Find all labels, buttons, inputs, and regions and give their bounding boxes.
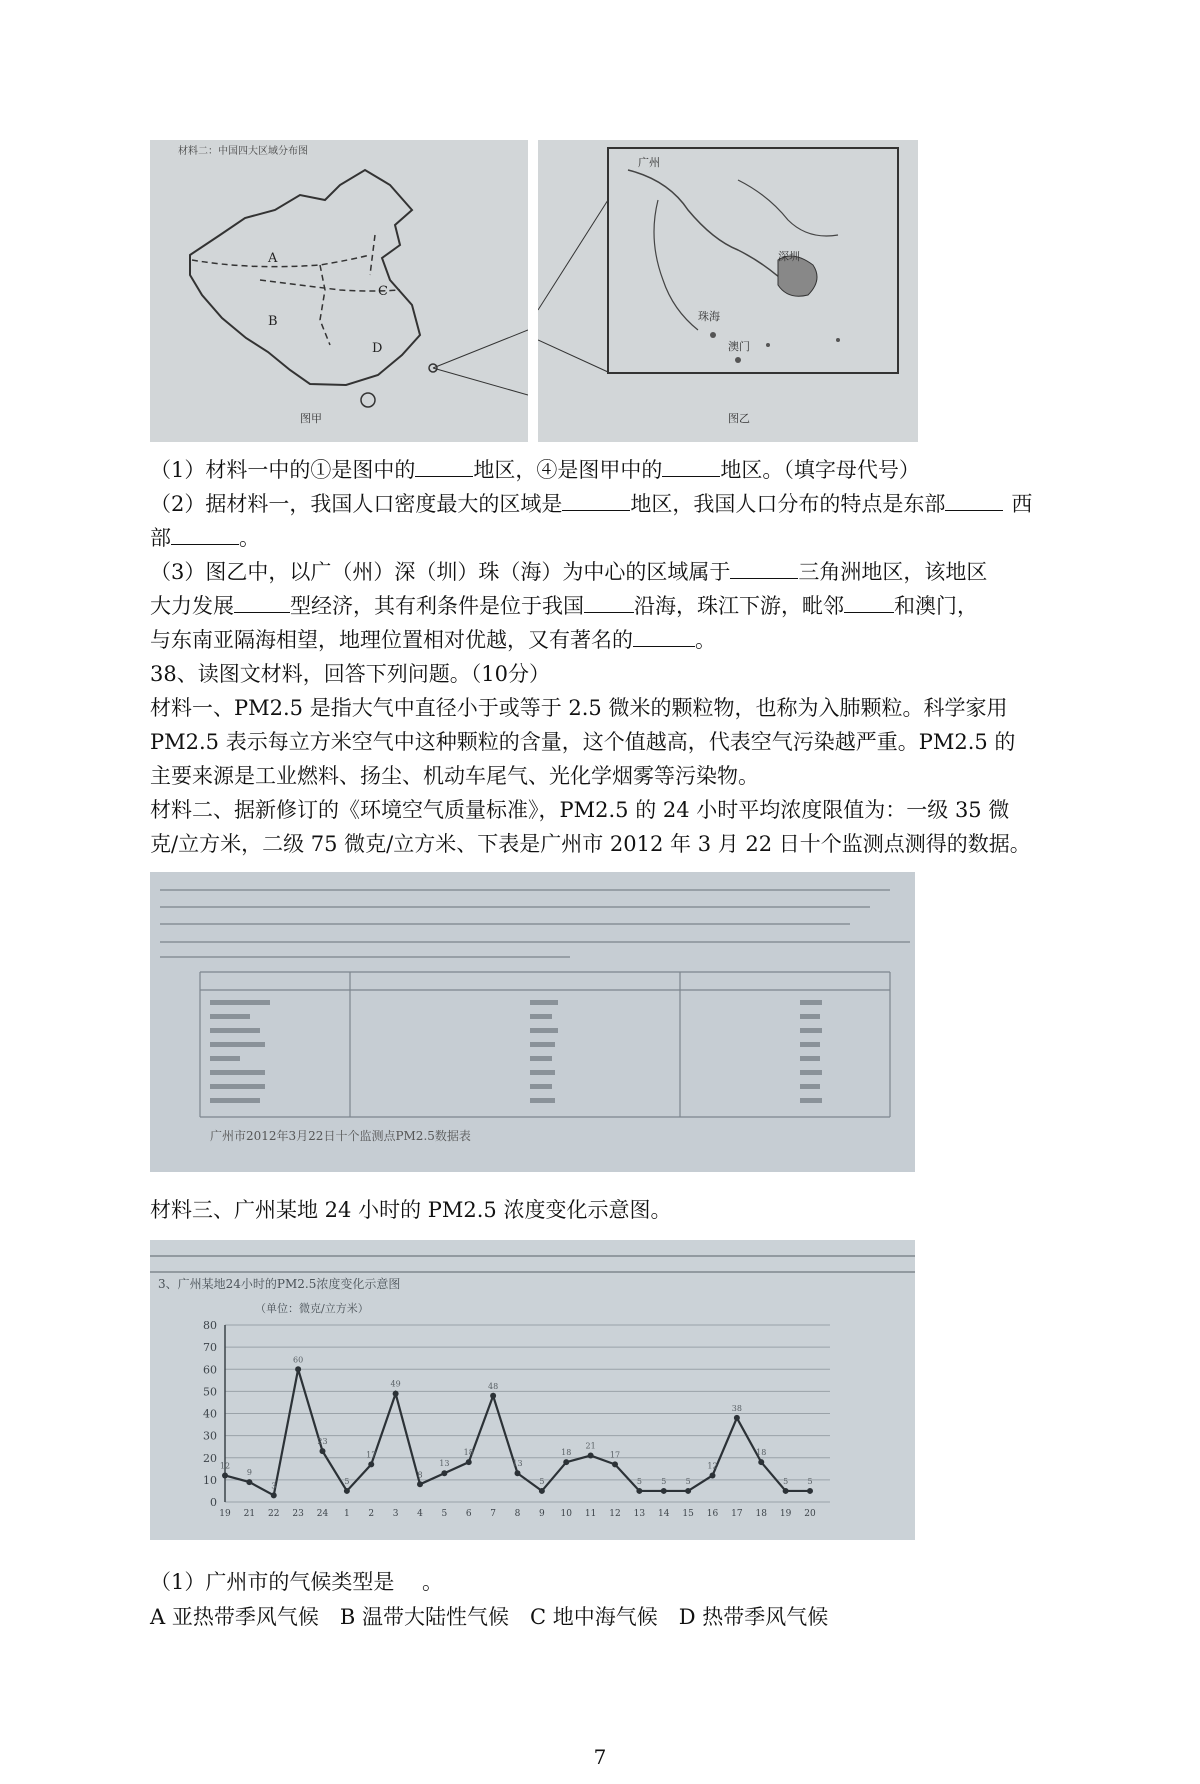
data-label: 18 [756,1448,767,1458]
china-regions-map [150,140,528,442]
data-label: 3 [271,1481,277,1491]
data-label: 17 [366,1450,377,1460]
data-label: 12 [219,1461,231,1471]
data-point [295,1366,301,1372]
data-point [588,1453,594,1459]
data-point [320,1448,326,1454]
data-label: 5 [539,1476,545,1486]
region-label-c: C [378,284,388,299]
x-tick-label: 4 [417,1509,423,1519]
x-tick-label: 9 [539,1509,545,1519]
x-tick-label: 7 [490,1509,496,1519]
material2-line1: 材料二、据新修订的《环境空气质量标准》，PM2.5 的 24 小时平均浓度限值为：一级 35 微 [150,798,1010,822]
data-point [734,1415,740,1421]
data-point [393,1391,399,1397]
data-label: 48 [488,1381,499,1391]
place-label-macau: 澳门 [728,340,750,353]
data-point [807,1488,813,1494]
q37-2-line2: 部 。 [150,526,260,550]
y-tick-label: 20 [203,1451,217,1465]
page-number: 7 [593,1745,607,1769]
y-tick-label: 40 [203,1407,217,1421]
data-point [710,1472,716,1478]
data-point [466,1459,472,1465]
x-tick-label: 20 [804,1509,816,1519]
data-point [783,1488,789,1494]
data-point [271,1492,277,1498]
x-tick-label: 24 [316,1509,329,1519]
y-tick-label: 30 [203,1429,217,1443]
q38-1-options: A 亚热带季风气候 B 温带大陆性气候 C 地中海气候 D 热带季风气候 [150,1605,829,1629]
data-label: 60 [293,1355,304,1365]
x-tick-label: 12 [609,1509,621,1519]
map-jia-caption: 图甲 [300,412,322,425]
data-label: 23 [317,1437,328,1447]
data-label: 5 [807,1476,813,1486]
place-label-shenzhen: 深圳 [778,250,800,263]
data-label: 9 [246,1468,252,1478]
y-tick-label: 60 [203,1363,217,1377]
data-label: 12 [707,1461,718,1471]
data-label: 21 [585,1441,596,1451]
data-label: 5 [661,1476,667,1486]
data-point [490,1393,496,1399]
data-point [222,1472,228,1478]
place-label-guangzhou: 广州 [638,156,660,169]
data-point [563,1459,569,1465]
x-tick-label: 16 [706,1509,719,1519]
data-point [661,1488,667,1494]
material1-line3: 主要来源是工业燃料、扬尘、机动车尾气、光化学烟雾等污染物。 [150,764,759,788]
data-label: 5 [344,1476,350,1486]
chart-header: 3、广州某地24小时的PM2.5浓度变化示意图 [158,1277,401,1291]
x-tick-label: 11 [584,1509,597,1519]
region-label-b: B [268,314,278,329]
map-jia-header: 材料二：中国四大区域分布图 [178,146,308,157]
x-tick-label: 19 [779,1509,792,1519]
q37-3-line3: 与东南亚隔海相望，地理位置相对优越，又有著名的 。 [150,628,716,652]
x-tick-label: 15 [682,1509,694,1519]
x-tick-label: 22 [268,1509,280,1519]
material3: 材料三、广州某地 24 小时的 PM2.5 浓度变化示意图。 [150,1198,672,1222]
x-tick-label: 18 [755,1509,767,1519]
material2-line2: 克/立方米，二级 75 微克/立方米、下表是广州市 2012 年 3 月 22 日十个监测点测得的数据。 [150,832,1031,856]
x-tick-label: 14 [658,1509,670,1519]
x-tick-label: 21 [243,1509,256,1519]
q38-1: （1）广州市的气候类型是 。 [150,1570,444,1594]
x-tick-label: 1 [344,1509,350,1519]
data-point [246,1479,252,1485]
pm25-line-chart [150,1240,915,1540]
data-label: 17 [609,1450,621,1460]
data-label: 5 [685,1476,691,1486]
data-label: 8 [417,1470,423,1480]
material1-line1: 材料一、PM2.5 是指大气中直径小于或等于 2.5 微米的颗粒物，也称为入肺颗粒。科学家用 [150,696,1008,720]
pm25-table-photo [150,872,915,1172]
data-label: 5 [783,1476,789,1486]
data-point [417,1481,423,1487]
q37-3-line2: 大力发展 型经济，其有利条件是位于我国 沿海，珠江下游，毗邻 和澳门， [150,594,978,618]
x-tick-label: 17 [731,1509,743,1519]
data-label: 5 [636,1476,642,1486]
pearl-river-delta-map [538,140,918,442]
data-point [539,1488,545,1494]
material1-line2: PM2.5 表示每立方米空气中这种颗粒的含量，这个值越高，代表空气污染越严重。PM2.5 的 [150,730,1016,754]
data-label: 13 [512,1459,523,1469]
data-point [612,1461,618,1467]
y-tick-label: 10 [203,1473,217,1487]
x-tick-label: 13 [633,1509,646,1519]
data-point [685,1488,691,1494]
data-label: 18 [463,1448,474,1458]
y-tick-label: 50 [203,1385,217,1399]
data-point [515,1470,521,1476]
data-label: 38 [731,1403,742,1413]
data-point [441,1470,447,1476]
data-point [368,1461,374,1467]
data-label: 49 [390,1379,401,1389]
data-label: 18 [561,1448,572,1458]
y-tick-label: 0 [210,1496,217,1509]
x-tick-label: 2 [368,1509,375,1519]
x-tick-label: 19 [219,1509,231,1519]
place-label-zhuhai: 珠海 [698,310,720,323]
x-tick-label: 8 [514,1509,521,1519]
region-label-d: D [372,341,383,356]
x-tick-label: 5 [441,1509,448,1519]
map-yi-caption: 图乙 [728,412,750,425]
q38-title: 38、读图文材料，回答下列问题。（10分） [150,662,550,686]
q37-2-line1: （2）据材料一，我国人口密度最大的区域是 地区，我国人口分布的特点是东部 西 [150,492,1033,516]
data-point [636,1488,642,1494]
x-tick-label: 6 [465,1509,472,1519]
region-label-a: A [268,251,278,266]
y-tick-label: 70 [203,1341,217,1355]
y-tick-label: 80 [203,1319,217,1332]
chart-unit: （单位：微克/立方米） [255,1302,369,1315]
data-point [758,1459,764,1465]
x-tick-label: 3 [392,1509,399,1519]
x-tick-label: 10 [560,1509,572,1519]
x-tick-label: 23 [292,1509,304,1519]
q37-1: （1）材料一中的①是图中的 地区，④是图甲中的 地区。（填字母代号） [150,458,920,482]
data-label: 13 [439,1459,450,1469]
data-point [344,1488,350,1494]
q37-3-line1: （3）图乙中，以广（州）深（圳）珠（海）为中心的区域属于 三角洲地区，该地区 [150,560,988,584]
table-photo-caption: 广州市2012年3月22日十个监测点PM2.5数据表 [210,1129,471,1143]
